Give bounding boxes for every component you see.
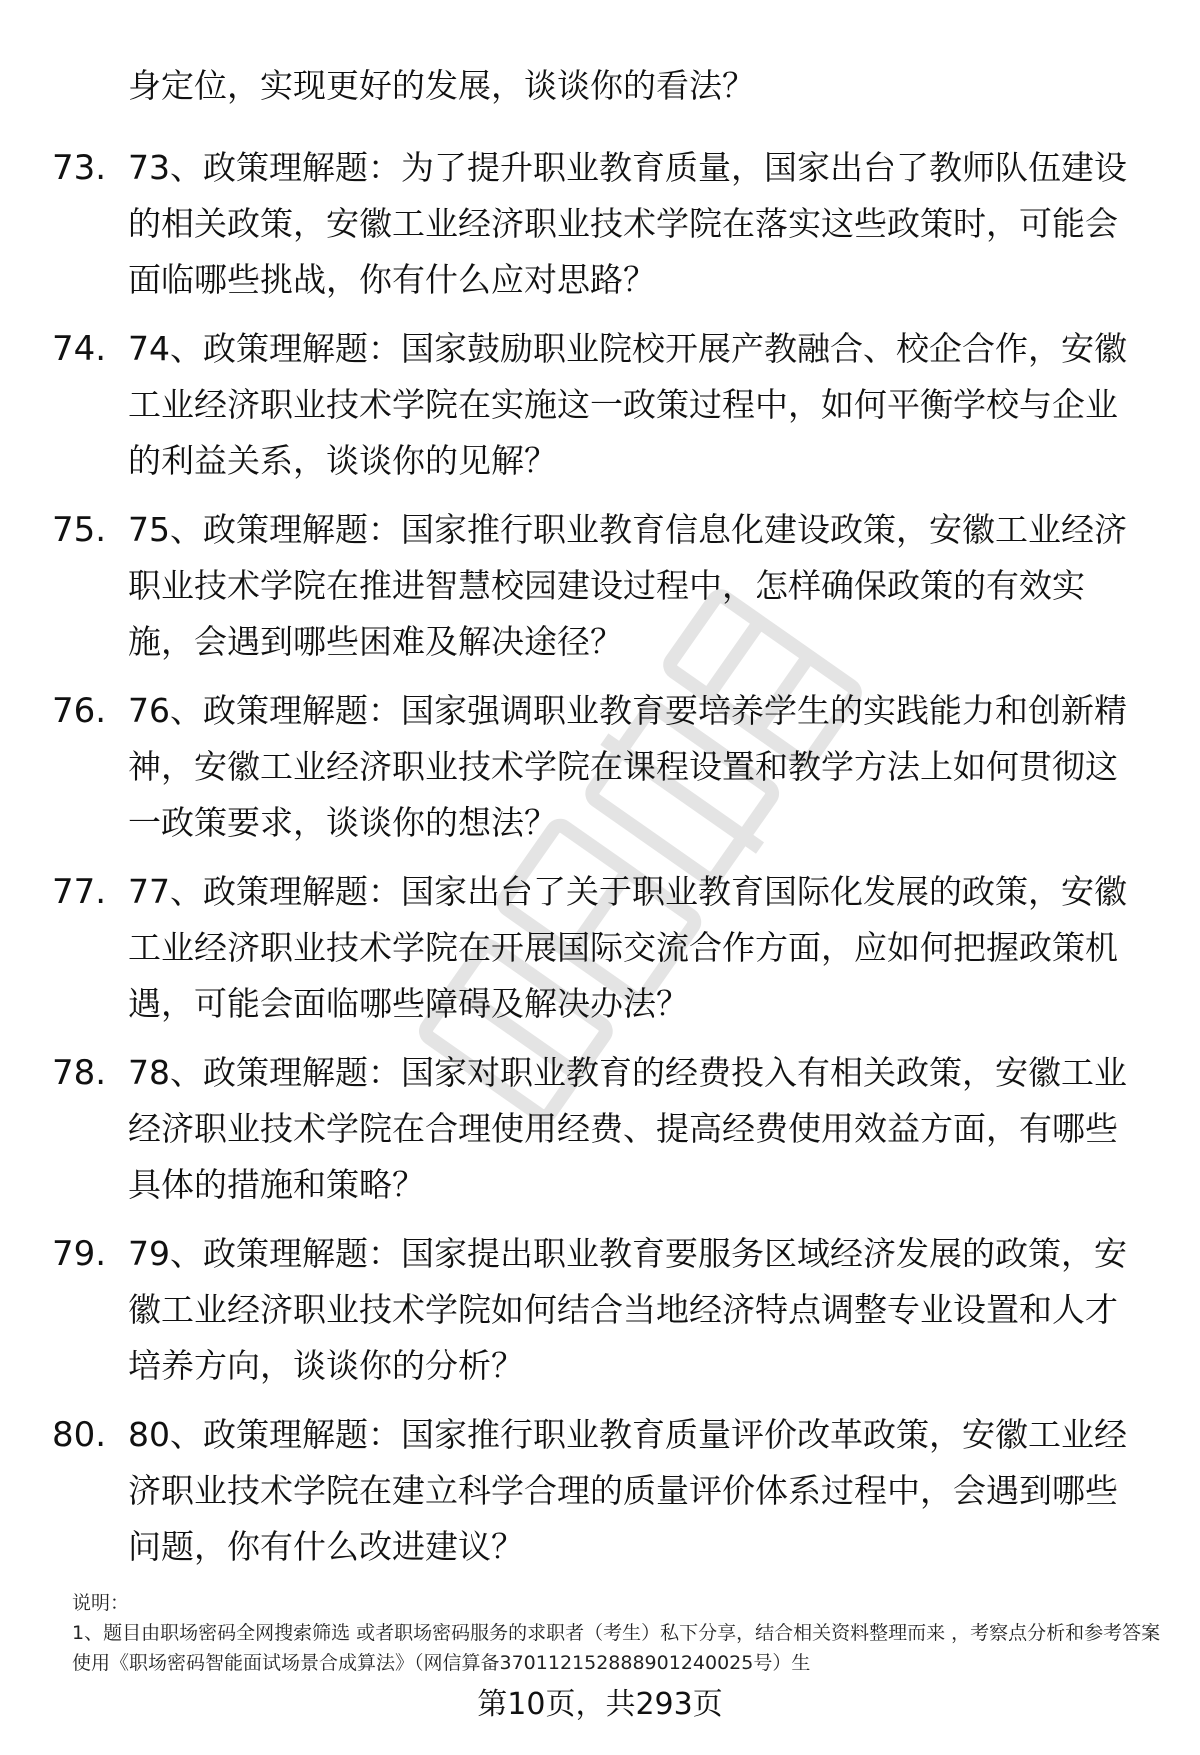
question-text: 76、政策理解题：国家强调职业教育要培养学生的实践能力和创新精神，安徽工业经济职业技术学院在课程设置和教学方法上如何贯彻这一政策要求，谈谈你的想法？	[128, 691, 1127, 842]
notes-title: 说明：	[72, 1592, 130, 1614]
question-number: 78.	[52, 1053, 107, 1093]
page-number: 第10页，共293页	[477, 1687, 723, 1722]
notes-section	[72, 1588, 1162, 1678]
continuation-text: 身定位，实现更好的发展，谈谈你的看法？	[128, 66, 755, 105]
question-item-75	[0, 502, 1148, 670]
question-item-73	[0, 140, 1148, 308]
question-number: 79.	[52, 1234, 107, 1274]
question-number: 75.	[52, 510, 107, 550]
question-item-78	[0, 1045, 1148, 1213]
question-list	[0, 140, 1200, 1588]
question-item-77	[0, 864, 1148, 1032]
question-number: 80.	[52, 1415, 107, 1455]
notes-text: 1、题目由职场密码全网搜索筛选 或者职场密码服务的求职者（考生）私下分享，结合相关资料整理而来 ，考察点分析和参考答案使用《职场密码智能面试场景合成算法》（网信算备370112152888901240025号）生	[72, 1622, 1161, 1674]
question-text: 78、政策理解题：国家对职业教育的经费投入有相关政策，安徽工业经济职业技术学院在合理使用经费、提高经费使用效益方面，有哪些具体的措施和策略？	[128, 1053, 1127, 1204]
question-item-79	[0, 1226, 1148, 1394]
question-number: 76.	[52, 691, 107, 731]
question-text: 74、政策理解题：国家鼓励职业院校开展产教融合、校企合作，安徽工业经济职业技术学院在实施这一政策过程中，如何平衡学校与企业的利益关系，谈谈你的见解？	[128, 329, 1127, 480]
question-text: 79、政策理解题：国家提出职业教育要服务区域经济发展的政策，安徽工业经济职业技术学院如何结合当地经济特点调整专业设置和人才培养方向，谈谈你的分析？	[128, 1234, 1127, 1385]
question-text: 77、政策理解题：国家出台了关于职业教育国际化发展的政策，安徽工业经济职业技术学院在开展国际交流合作方面，应如何把握政策机遇，可能会面临哪些障碍及解决办法？	[128, 872, 1127, 1023]
question-item-80	[0, 1407, 1148, 1575]
question-text: 73、政策理解题：为了提升职业教育质量，国家出台了教师队伍建设的相关政策，安徽工业经济职业技术学院在落实这些政策时，可能会面临哪些挑战，你有什么应对思路？	[128, 148, 1127, 299]
question-text: 75、政策理解题：国家推行职业教育信息化建设政策，安徽工业经济职业技术学院在推进智慧校园建设过程中，怎样确保政策的有效实施，会遇到哪些困难及解决途径？	[128, 510, 1127, 661]
question-number: 74.	[52, 329, 107, 369]
question-number: 73.	[52, 148, 107, 188]
question-item-76	[0, 683, 1148, 851]
question-text: 80、政策理解题：国家推行职业教育质量评价改革政策，安徽工业经济职业技术学院在建立科学合理的质量评价体系过程中，会遇到哪些问题，你有什么改进建议？	[128, 1415, 1127, 1566]
question-number: 77.	[52, 872, 107, 912]
question-item-74	[0, 321, 1148, 489]
